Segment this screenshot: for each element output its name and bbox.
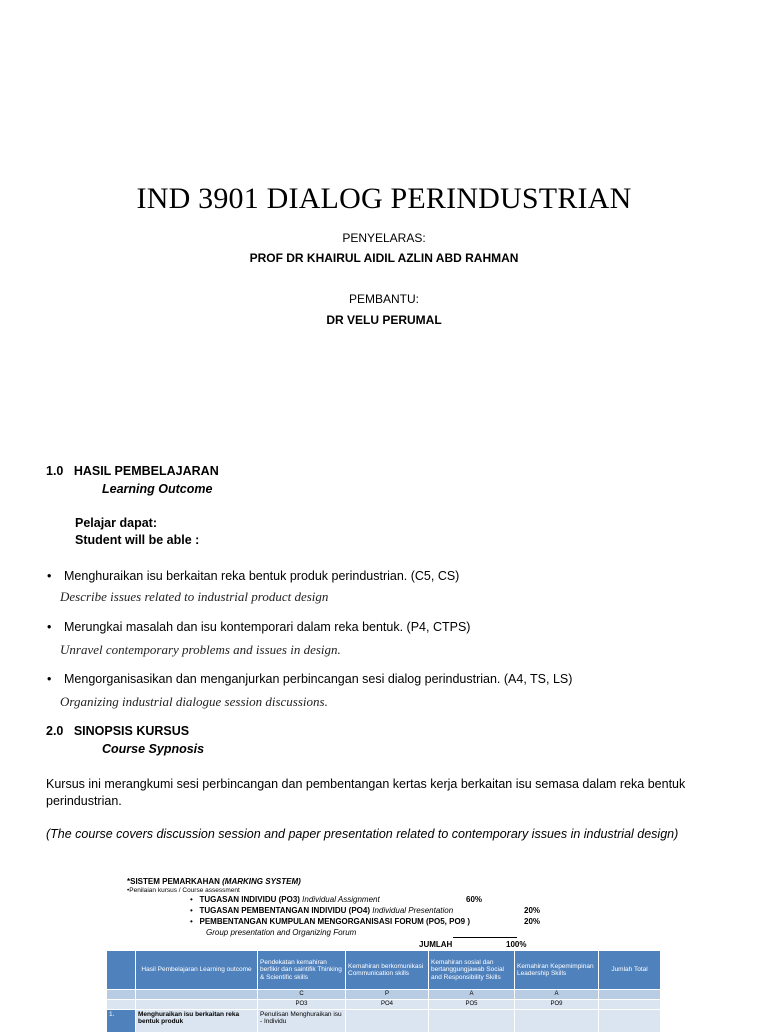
- marking-title-en: (MARKING SYSTEM): [222, 877, 301, 886]
- table-cell: PO5: [429, 1000, 515, 1010]
- table-cell: 1.: [107, 1010, 136, 1033]
- table-row: [107, 990, 661, 1000]
- synopsis-en: (The course covers discussion session and paper presentation related to contemporary issues in industrial design): [46, 827, 679, 841]
- assistant-label: PEMBANTU:: [348, 292, 419, 306]
- table-cell: [107, 1000, 136, 1010]
- coordinator-name: PROF DR KHAIRUL AIDIL AZLIN ABD RAHMAN: [249, 251, 519, 265]
- table-cell: [136, 990, 258, 1000]
- bullet-icon: •: [190, 917, 198, 926]
- marking-item: [190, 917, 470, 926]
- marking-item-label: TUGASAN PEMBENTANGAN INDIVIDU (PO4): [199, 906, 371, 915]
- outcome-ms: Menghuraikan isu berkaitan reka bentuk produk perindustrian. (C5, CS): [64, 569, 460, 583]
- marking-item-pct: 20%: [524, 906, 541, 915]
- bullet-icon: •: [47, 569, 52, 583]
- marking-item-label-en: Individual Presentation: [372, 906, 454, 915]
- section1-subtitle: Learning Outcome: [102, 482, 213, 496]
- table-cell: [515, 1010, 599, 1033]
- table-cell: [136, 1000, 258, 1010]
- marking-item-pct: 20%: [524, 917, 541, 926]
- table-cell: A: [515, 990, 599, 1000]
- outcome-item: [47, 620, 471, 634]
- section1-title: HASIL PEMBELAJARAN: [73, 464, 219, 478]
- marking-title-ms: *SISTEM PEMARKAHAN: [127, 877, 220, 886]
- table-cell: [599, 990, 661, 1000]
- bullet-icon: •: [190, 906, 198, 915]
- table-header-cell: Kemahiran Kepemimpinan Leadership Skills: [515, 951, 599, 990]
- outcome-ms: Mengorganisasikan dan menganjurkan perbincangan sesi dialog perindustrian. (A4, TS, LS): [64, 672, 573, 686]
- total-divider: [453, 937, 517, 938]
- table-cell: [107, 990, 136, 1000]
- section1-intro-ms: Pelajar dapat:: [75, 516, 157, 530]
- marking-title: [127, 877, 301, 886]
- marking-subtitle: •Penilaian kursus / Course assessment: [127, 887, 240, 894]
- table-header-cell: Jumlah Total: [599, 951, 661, 990]
- table-cell: PO9: [515, 1000, 599, 1010]
- marking-item-label: TUGASAN INDIVIDU (PO3): [199, 895, 300, 904]
- section1-number: 1.0: [46, 464, 64, 478]
- coordinator-label: PENYELARAS:: [342, 231, 426, 245]
- document-title: IND 3901 DIALOG PERINDUSTRIAN: [136, 182, 632, 215]
- section1-heading: [46, 464, 219, 478]
- assistant-name: DR VELU PERUMAL: [326, 313, 442, 327]
- table-cell: [599, 1010, 661, 1033]
- outcome-ms: Merungkai masalah dan isu kontemporari dalam reka bentuk. (P4, CTPS): [64, 620, 471, 634]
- section2-subtitle: Course Sypnosis: [102, 742, 205, 756]
- outcome-item: [47, 672, 573, 686]
- marking-item-label: PEMBENTANGAN KUMPULAN MENGORGANISASI FORUM (PO5, PO9 ): [199, 917, 471, 926]
- table-cell: C: [258, 990, 346, 1000]
- total-pct: 100%: [506, 940, 527, 949]
- bullet-icon: •: [47, 672, 52, 686]
- section2-number: 2.0: [46, 724, 64, 738]
- table-cell: [599, 1000, 661, 1010]
- section2-heading: [46, 724, 189, 738]
- table-header-cell: Pendekatan kemahiran berfikir dan saintifik Thinking & Scientific skills: [258, 951, 346, 990]
- table-cell: PO4: [346, 1000, 429, 1010]
- table-header-cell: [107, 951, 136, 990]
- table-header-cell: Kemahiran berkomunikasi Communication skills: [346, 951, 429, 990]
- table-header-cell: Hasil Pembelajaran Learning outcome: [136, 951, 258, 990]
- bullet-icon: •: [47, 620, 52, 634]
- outcome-en: Unravel contemporary problems and issues in design.: [60, 642, 341, 657]
- bullet-icon: •: [190, 895, 198, 904]
- outcome-en: Describe issues related to industrial product design: [60, 589, 329, 604]
- outcome-en: Organizing industrial dialogue session discussions.: [60, 694, 328, 709]
- table-header-cell: Kemahiran sosial dan bertanggungjawab Social and Responsibility Skills: [429, 951, 515, 990]
- marking-item: [190, 906, 453, 915]
- table-cell: Penulisan Menghuraikan isu - Individu: [258, 1010, 346, 1033]
- section1-intro-en: Student will be able :: [75, 533, 200, 547]
- synopsis-ms: Kursus ini merangkumi sesi perbincangan dan pembentangan kertas kerja berkaitan isu semasa dalam reka bentuk perindustrian.: [46, 777, 686, 808]
- table-cell: PO3: [258, 1000, 346, 1010]
- table-cell: Menghuraikan isu berkaitan reka bentuk produk: [136, 1010, 258, 1033]
- table-cell: P: [346, 990, 429, 1000]
- table-cell: A: [429, 990, 515, 1000]
- marking-item-pct: 60%: [466, 895, 483, 904]
- marking-item-label-en: Individual Assignment: [302, 895, 380, 904]
- table-cell: [429, 1010, 515, 1033]
- assessment-table: [106, 950, 661, 1033]
- table-cell: [346, 1010, 429, 1033]
- marking-item: [190, 895, 380, 904]
- table-row: [107, 1010, 661, 1033]
- section2-title: SINOPSIS KURSUS: [73, 724, 190, 738]
- marking-item3-en: Group presentation and Organizing Forum: [206, 928, 357, 937]
- table-header-row: [107, 951, 661, 990]
- total-label: JUMLAH: [419, 940, 453, 949]
- table-row: [107, 1000, 661, 1010]
- outcome-item: [47, 569, 460, 583]
